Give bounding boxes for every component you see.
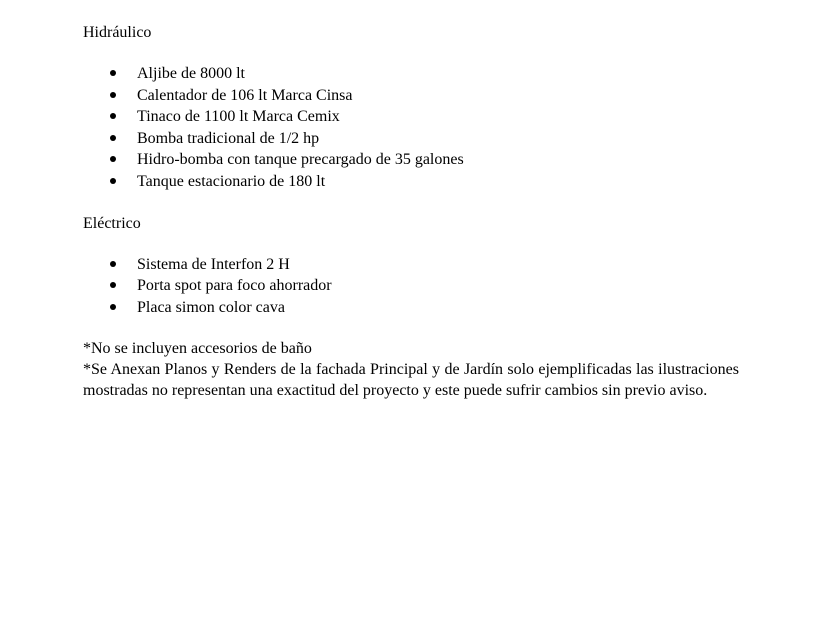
document-page [83,22,739,401]
list-item [83,275,739,297]
bullet-icon [110,92,116,98]
list-item [83,106,739,128]
bullet-icon [110,70,116,76]
list-item [83,85,739,107]
list-item-text: Tinaco de 1100 lt Marca Cemix [137,108,340,126]
note-disclaimer: *Se Anexan Planos y Renders de la fachada Principal y de Jardín solo ejemplificadas las ilustraciones mostradas no representan una exactitud del proyecto y este puede sufrir cambios sin previo aviso. [83,361,739,400]
hidraulico-list [83,63,739,193]
bullet-icon [110,282,116,288]
list-item-text: Bomba tradicional de 1/2 hp [137,129,320,147]
bullet-icon [110,304,116,310]
list-item [83,297,739,319]
list-item [83,128,739,150]
bullet-icon [110,135,116,141]
bullet-icon [110,261,116,267]
note-accesorios: *No se incluyen accesorios de baño [83,340,312,358]
list-item-text: Hidro-bomba con tanque precargado de 35 galones [137,151,464,169]
section-title-hidraulico: Hidráulico [83,24,152,41]
bullet-icon [110,113,116,119]
bullet-icon [110,178,116,184]
bullet-icon [110,156,116,162]
electrico-list [83,254,739,319]
list-item [83,63,739,85]
list-item-text: Tanque estacionario de 180 lt [137,172,326,190]
list-item-text: Calentador de 106 lt Marca Cinsa [137,86,353,104]
list-item [83,171,739,193]
list-item [83,149,739,171]
list-item-text: Porta spot para foco ahorrador [137,277,332,295]
list-item-text: Aljibe de 8000 lt [137,65,245,82]
list-item-text: Sistema de Interfon 2 H [137,255,290,273]
list-item-text: Placa simon color cava [137,298,285,316]
list-item [83,254,739,276]
section-title-electrico: Eléctrico [83,214,141,232]
